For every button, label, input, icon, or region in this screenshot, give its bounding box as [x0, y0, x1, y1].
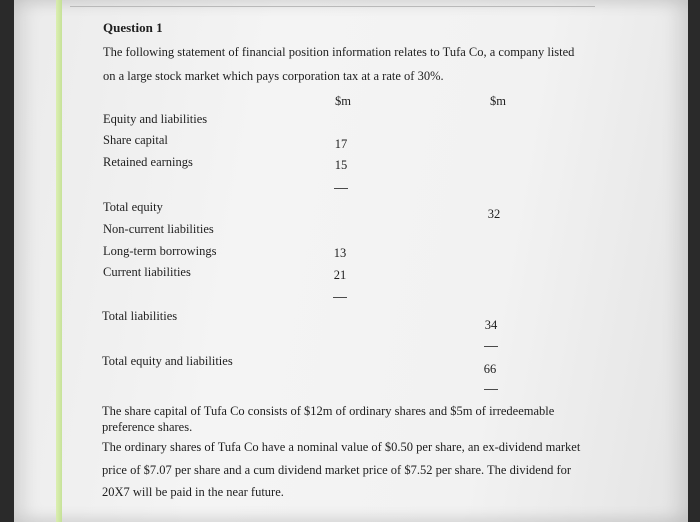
current-liabilities-value: 21	[333, 268, 347, 282]
subtotal-rule-equity	[334, 188, 348, 189]
note-ordinary-shares-line-3: 20X7 will be paid in the near future.	[102, 485, 284, 499]
total-rule-upper	[484, 346, 498, 347]
total-equity-label: Total equity	[103, 200, 163, 214]
intro-line-1: The following statement of financial position information relates to Tufa Co, a company listed	[103, 45, 575, 59]
note-ordinary-shares-line-1: The ordinary shares of Tufa Co have a nominal value of $0.50 per share, an ex-dividend market	[102, 440, 581, 454]
note-ordinary-shares-line-2: price of $7.07 per share and a cum dividend market price of $7.52 per share. The dividend for	[102, 463, 572, 477]
subtotal-rule-liabilities	[333, 297, 347, 298]
intro-line-2: on a large stock market which pays corporation tax at a rate of 30%.	[103, 69, 444, 83]
share-capital-label: Share capital	[103, 133, 168, 147]
total-liabilities-value: 34	[484, 318, 498, 332]
current-liabilities-label: Current liabilities	[103, 265, 191, 279]
page-edge-highlight	[56, 0, 62, 522]
total-equity-and-liabilities-value: 66	[483, 362, 497, 376]
long-term-borrowings-label: Long-term borrowings	[103, 244, 217, 258]
share-capital-value: 17	[334, 137, 348, 151]
retained-earnings-value: 15	[334, 158, 348, 172]
retained-earnings-label: Retained earnings	[103, 155, 193, 169]
total-equity-value: 32	[487, 207, 501, 221]
note-share-capital-line-2: preference shares.	[102, 420, 193, 434]
total-rule-lower	[484, 389, 498, 390]
top-rule	[70, 6, 595, 7]
column-header-totals: $m	[490, 94, 506, 108]
note-share-capital-line-1: The share capital of Tufa Co consists of $12m of ordinary shares and $5m of irredeemable	[102, 404, 555, 418]
equity-heading: Equity and liabilities	[103, 112, 208, 126]
total-liabilities-label: Total liabilities	[102, 309, 178, 323]
question-title: Question 1	[103, 20, 163, 35]
non-current-liabilities-heading: Non-current liabilities	[103, 222, 214, 236]
column-header-components: $m	[335, 94, 351, 108]
total-equity-and-liabilities-label: Total equity and liabilities	[102, 354, 233, 368]
long-term-borrowings-value: 13	[333, 246, 347, 260]
